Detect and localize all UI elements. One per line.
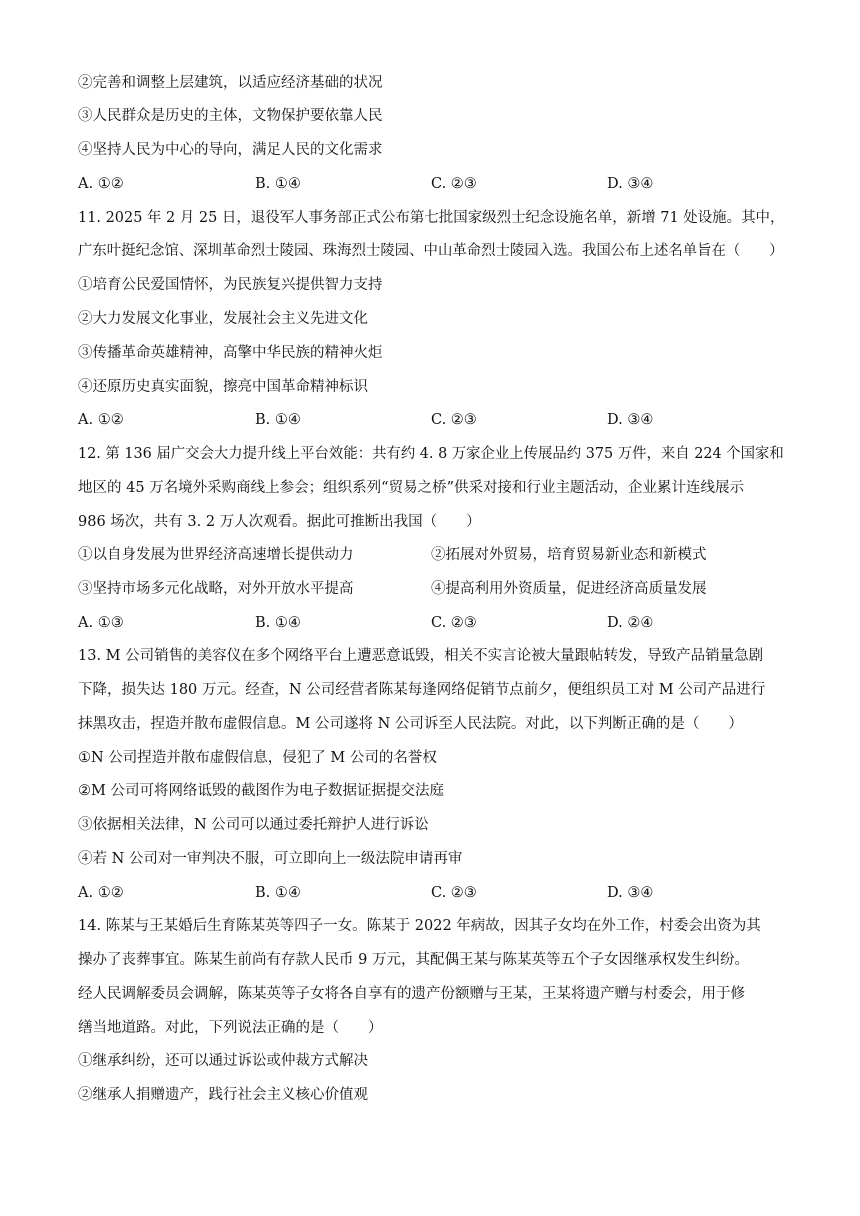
q12-items-row-1: [78, 545, 784, 565]
q10-options: [78, 174, 784, 194]
q13-item-3: ③依据相关法律，N 公司可以通过委托辩护人进行诉讼: [78, 817, 429, 833]
q11-option-b: B. ①④: [255, 412, 301, 428]
q10-item-2: ②完善和调整上层建筑，以适应经济基础的状况: [78, 75, 383, 91]
q10-option-a: A. ①②: [78, 176, 124, 192]
q14-stem-line-3: 经人民调解委员会调解，陈某英等子女将各自享有的遗产份额赠与王某，王某将遗产赠与村委会，用于修: [78, 986, 745, 1002]
q13-stem-line-2: 下降，损失达 180 万元。经查，N 公司经营者陈某每逢网络促销节点前夕，便组织员工对 M 公司产品进行: [78, 682, 766, 698]
q14-stem-line-1: 14. 陈某与王某婚后生育陈某英等四子一女。陈某于 2022 年病故，因其子女均在外工作，村委会出资为其: [78, 918, 761, 934]
q10-option-c: C. ②③: [431, 176, 477, 192]
q13-item-2: ②M 公司可将网络诋毁的截图作为电子数据证据提交法庭: [78, 783, 444, 799]
q11-option-d: D. ③④: [607, 412, 654, 428]
q14-stem-line-4: 缮当地道路。对此，下列说法正确的是（ ）: [78, 1020, 383, 1036]
q11-stem-line-2: 广东叶挺纪念馆、深圳革命烈士陵园、珠海烈士陵园、中山革命烈士陵园入选。我国公布上述名单旨在（ ）: [78, 243, 784, 259]
q12-stem-line-3: 986 场次，共有 3. 2 万人次观看。据此可推断出我国（ ）: [78, 514, 481, 530]
q10-option-d: D. ③④: [607, 176, 654, 192]
q13-option-c: C. ②③: [431, 885, 477, 901]
q12-item-2: ②拓展对外贸易，培育贸易新业态和新模式: [431, 547, 707, 563]
q12-item-3: ③坚持市场多元化战略，对外开放水平提高: [78, 581, 354, 597]
q11-option-c: C. ②③: [431, 412, 477, 428]
q10-item-3: ③人民群众是历史的主体，文物保护要依靠人民: [78, 108, 383, 124]
q12-option-a: A. ①③: [78, 615, 124, 631]
q11-item-1: ①培育公民爱国情怀，为民族复兴提供智力支持: [78, 277, 383, 293]
q10-item-4: ④坚持人民为中心的导向，满足人民的文化需求: [78, 142, 383, 158]
q12-item-4: ④提高利用外资质量，促进经济高质量发展: [431, 581, 707, 597]
q11-option-a: A. ①②: [78, 412, 124, 428]
q12-option-c: C. ②③: [431, 615, 477, 631]
q13-options: [78, 883, 784, 903]
q12-items-row-2: [78, 579, 784, 599]
q14-stem-line-2: 操办了丧葬事宜。陈某生前尚有存款人民币 9 万元，其配偶王某与陈某英等五个子女因继承权发生纠纷。: [78, 952, 749, 968]
q12-option-b: B. ①④: [255, 615, 301, 631]
q12-options: [78, 613, 784, 633]
q14-item-2: ②继承人捐赠遗产，践行社会主义核心价值观: [78, 1087, 368, 1103]
q13-item-1: ①N 公司捏造并散布虚假信息，侵犯了 M 公司的名誉权: [78, 750, 437, 766]
q11-item-4: ④还原历史真实面貌，擦亮中国革命精神标识: [78, 379, 368, 395]
q11-options: [78, 410, 784, 430]
q11-stem-line-1: 11. 2025 年 2 月 25 日，退役军人事务部正式公布第七批国家级烈士纪念设施名单，新增 71 处设施。其中，: [78, 210, 785, 226]
q13-option-d: D. ③④: [607, 885, 654, 901]
q13-item-4: ④若 N 公司对一审判决不服，可立即向上一级法院申请再审: [78, 851, 463, 867]
q13-option-b: B. ①④: [255, 885, 301, 901]
q11-item-2: ②大力发展文化事业，发展社会主义先进文化: [78, 311, 368, 327]
q11-item-3: ③传播革命英雄精神，高擎中华民族的精神火炬: [78, 345, 383, 361]
q14-item-1: ①继承纠纷，还可以通过诉讼或仲裁方式解决: [78, 1053, 368, 1069]
q10-option-b: B. ①④: [255, 176, 301, 192]
q13-stem-line-1: 13. M 公司销售的美容仪在多个网络平台上遭恶意诋毁，相关不实言论被大量跟帖转发，导致产品销量急剧: [78, 648, 764, 664]
q13-option-a: A. ①②: [78, 885, 124, 901]
q12-stem-line-2: 地区的 45 万名境外采购商线上参会；组织系列“贸易之桥”供采对接和行业主题活动，企业累计连线展示: [78, 480, 744, 496]
q13-stem-line-3: 抹黑攻击，捏造并散布虚假信息。M 公司遂将 N 公司诉至人民法院。对此，以下判断正确的是（ ）: [78, 716, 743, 732]
q12-item-1: ①以自身发展为世界经济高速增长提供动力: [78, 547, 354, 563]
q12-option-d: D. ②④: [607, 615, 654, 631]
q12-stem-line-1: 12. 第 136 届广交会大力提升线上平台效能：共有约 4. 8 万家企业上传展品约 375 万件，来自 224 个国家和: [78, 446, 784, 462]
